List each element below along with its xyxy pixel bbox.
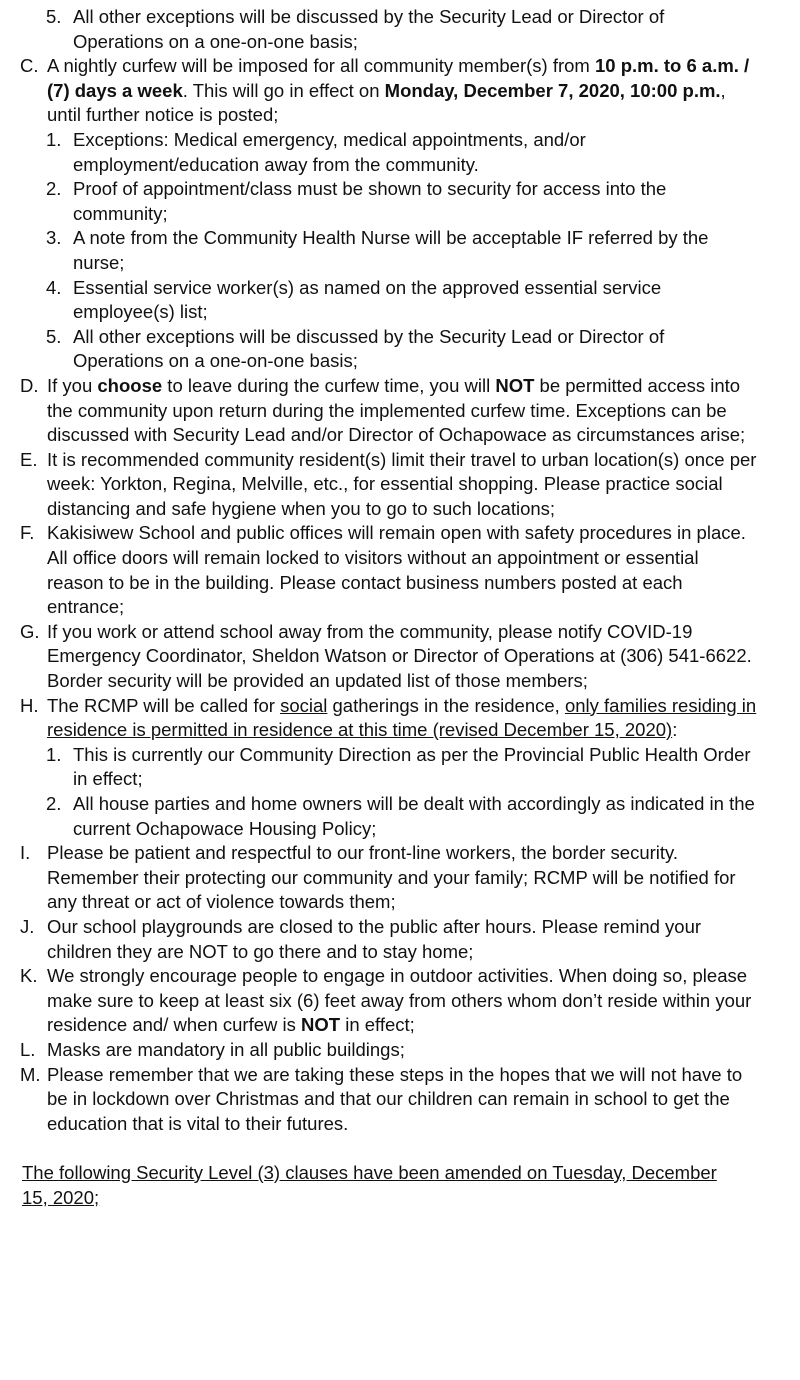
list-item-m: [20, 1063, 800, 1137]
list-marker: 5.: [46, 6, 62, 27]
list-marker: D.: [20, 374, 39, 396]
list-item-c: [20, 54, 800, 128]
list-item-text: Masks are mandatory in all public buildings;: [47, 1038, 405, 1060]
revision-underlined: only families residing in residence is permitted in residence at this time (revised December 15, 2020): [47, 694, 757, 741]
list-item-text: Essential service worker(s) as named on the approved essential service employee(s) list;: [73, 276, 662, 323]
list-item-text: Exceptions: Medical emergency, medical appointments, and/or employment/education away from the community.: [73, 128, 586, 175]
list-marker: 1.: [46, 128, 62, 150]
list-item-h: [20, 694, 800, 743]
list-item-text: If you work or attend school away from the community, please notify COVID-19 Emergency Coordinator, Sheldon Watson or Director of Operations at (306) 541-6622. Border security will be provided an updated list of those members;: [47, 620, 752, 692]
list-item-text: This is currently our Community Direction as per the Provincial Public Health Order in effect;: [73, 743, 751, 790]
paragraph-spacer: [0, 1136, 800, 1161]
list-item-c2: [46, 177, 800, 226]
curfew-hours-bold: 10 p.m. to 6 a.m. / (7) days a week: [47, 55, 750, 101]
text-run: gatherings in the residence,: [327, 694, 565, 716]
list-item-c4: [46, 276, 800, 325]
list-marker: E.: [20, 448, 38, 470]
list-marker: 2.: [46, 178, 62, 200]
list-item-text: All other exceptions will be discussed by the Security Lead or Director of Operations on a one-on-one basis;: [73, 325, 665, 372]
list-marker: J.: [20, 915, 35, 937]
list-marker: K.: [20, 965, 38, 987]
list-marker: I.: [20, 842, 31, 864]
list-item-i: [20, 841, 800, 915]
text-run: The RCMP will be called for: [47, 694, 281, 716]
text-run: . This will go in effect on: [182, 79, 385, 101]
curfew-start-bold: Monday, December 7, 2020, 10:00 p.m.: [384, 79, 721, 101]
list-item-text: [47, 54, 757, 128]
text-run: If you: [47, 374, 98, 396]
list-item-h1: [46, 743, 800, 792]
list-item-l: [20, 1038, 800, 1063]
list-marker: 5.: [46, 325, 62, 347]
text-run: We strongly encourage people to engage in outdoor activities. When doing so, please make sure to keep at least six (6) feet away from others whom don’t reside within your residence and/ when curfew is: [47, 965, 752, 1036]
list-item-text: All house parties and home owners will be dealt with accordingly as indicated in the current Ochapowace Housing Policy;: [73, 793, 755, 839]
list-marker: G.: [20, 620, 40, 642]
list-marker: 4.: [46, 276, 62, 298]
list-item-e: [20, 448, 800, 522]
list-item-text: Our school playgrounds are closed to the public after hours. Please remind your children they are NOT to go there and to stay home;: [47, 915, 702, 962]
list-marker: H.: [20, 694, 39, 716]
list-marker: M.: [20, 1063, 41, 1085]
list-item-text: Please remember that we are taking these steps in the hopes that we will not have to be in lockdown over Christmas and that our children can remain in school to get the education that is vital to their futures.: [47, 1063, 743, 1134]
list-marker: 2.: [46, 793, 62, 814]
list-item-k: [20, 964, 800, 1038]
choose-bold: choose: [97, 374, 163, 396]
list-item-j: [20, 915, 800, 964]
list-item-text: Proof of appointment/class must be shown to security for access into the community;: [73, 178, 667, 224]
text-run: to leave during the curfew time, you will: [162, 374, 496, 396]
social-underlined: social: [280, 694, 328, 716]
not-bold: NOT: [495, 374, 535, 396]
text-run: in effect;: [340, 1014, 415, 1036]
text-run: , until further notice is posted;: [47, 79, 726, 126]
list-item-c1: [46, 128, 800, 177]
list-marker: 1.: [46, 743, 62, 765]
amendment-note: The following Security Level (3) clauses have been amended on Tuesday, December 15, 2020;: [22, 1161, 717, 1208]
document-page: [0, 5, 800, 1210]
list-item-text: [47, 964, 757, 1038]
list-item-d: [20, 374, 800, 448]
list-item-text: [47, 374, 757, 448]
list-marker: C.: [20, 55, 39, 77]
text-run: :: [672, 719, 678, 741]
list-item-text: Kakisiwew School and public offices will remain open with safety procedures in place. All office doors will remain locked to visitors without an appointment or essential reason to be in the building. Please contact business numbers posted at each entrance;: [47, 522, 746, 618]
list-item-c5: [46, 325, 800, 374]
list-marker: F.: [20, 522, 35, 544]
list-item-text: A note from the Community Health Nurse will be acceptable IF referred by the nurse;: [73, 227, 709, 273]
list-item-f: [20, 521, 800, 619]
text-run: A nightly curfew will be imposed for all community member(s) from: [47, 55, 595, 77]
list-item-text: All other exceptions will be discussed by the Security Lead or Director of Operations on a one-on-one basis;: [73, 6, 665, 52]
list-item-text: It is recommended community resident(s) limit their travel to urban location(s) once per week: Yorkton, Regina, Melville, etc., for essential shopping. Please practice social distancing and safe hygiene when you to go to such locations;: [47, 448, 757, 519]
not-bold: NOT: [301, 1014, 341, 1036]
list-item-h2: [46, 792, 800, 841]
list-item-b5: [46, 5, 800, 54]
list-item-c3: [46, 226, 800, 275]
list-marker: L.: [20, 1038, 36, 1060]
text-run: be permitted access into the community upon return during the implemented curfew time. Exceptions can be discussed with Security Lead and/or Director of Ochapowace as circumstances arise;: [47, 374, 746, 446]
list-item-g: [20, 620, 800, 694]
list-marker: 3.: [46, 227, 62, 249]
list-item-text: [47, 694, 757, 743]
list-item-text: Please be patient and respectful to our front-line workers, the border security. Remember their protecting our community and your family; RCMP will be notified for any threat or act of violence towards them;: [47, 842, 736, 913]
